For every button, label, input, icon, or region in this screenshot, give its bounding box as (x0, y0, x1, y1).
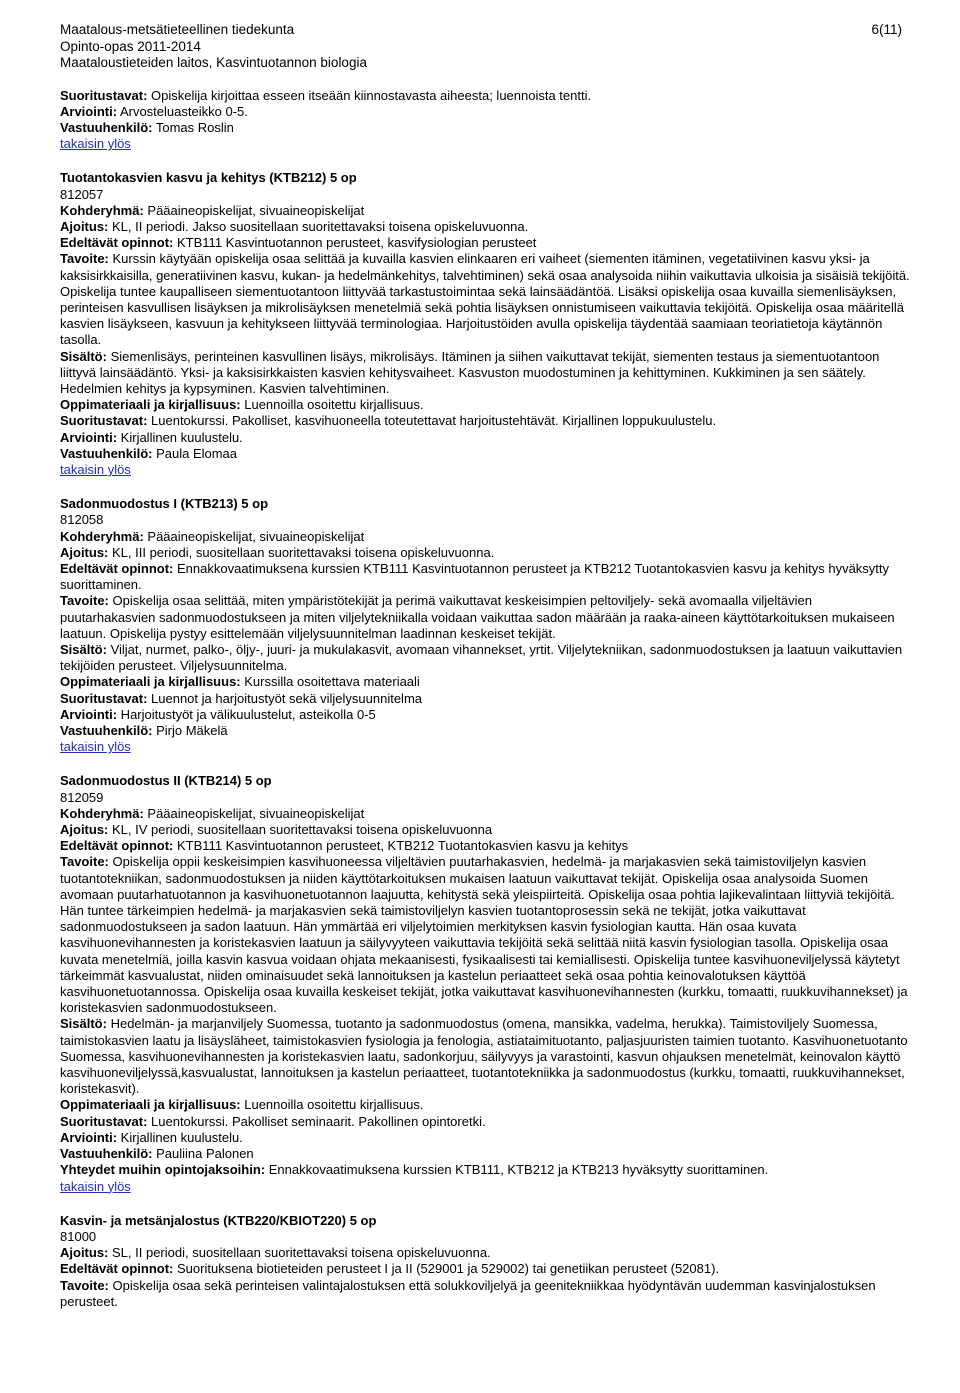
page-header (60, 22, 910, 72)
course-code: 812057 (60, 186, 104, 202)
course-title: Tuotantokasvien kasvu ja kehitys (KTB212) 5 op (60, 170, 357, 186)
field-vastuuhenkilo: Vastuuhenkilö: Tomas Roslin (60, 119, 234, 135)
field-sisalto: Sisältö: Viljat, nurmet, palko-, öljy-, juuri- ja mukulakasvit, avomaan vihannekset, yrtit. Viljelytekniikan, sadonmuodostuksen ja laatuun vaikuttavien tekijöiden perusteet. Viljelysuunnitelma. (60, 642, 903, 674)
course-ktb213 (60, 496, 910, 755)
course-code: 81000 (60, 1228, 97, 1244)
field-tavoite: Tavoite: Opiskelija osaa selittää, miten ympäristötekijät ja perimä vaikuttavat keskeisimpien peltoviljely- sekä avomaalla viljeltävien puutarhakasvien sadonmuodostukseen ja miten viljelytekniikalla voidaan vaikuttaa sadon määrään ja raaka-aineen käyttötarkoituksen mukaiseen laatuun. Opiskelija pystyy esittelemään viljelysuunnitelman laadinnan keskeiset tekijät. (60, 593, 895, 641)
field-ajoitus: Ajoitus: KL, III periodi, suositellaan suoritettavaksi toisena opiskeluvuonna. (60, 544, 495, 560)
field-ajoitus: Ajoitus: SL, II periodi, suositellaan suoritettavaksi toisena opiskeluvuonna. (60, 1245, 491, 1261)
field-oppimateriaali: Oppimateriaali ja kirjallisuus: Kurssilla osoitettava materiaali (60, 674, 420, 690)
course-ktb212 (60, 170, 910, 478)
back-to-top-link[interactable]: takaisin ylös (60, 136, 131, 152)
field-ajoitus: Ajoitus: KL, IV periodi, suositellaan suoritettavaksi toisena opiskeluvuonna (60, 822, 493, 838)
course-title: Sadonmuodostus I (KTB213) 5 op (60, 496, 269, 512)
field-arviointi: Arviointi: Arvosteluasteikko 0-5. (60, 103, 248, 119)
faculty-name: Maatalous-metsätieteellinen tiedekunta (60, 22, 295, 37)
field-ajoitus: Ajoitus: KL, II periodi. Jakso suositellaan suoritettavaksi toisena opiskeluvuonna. (60, 218, 529, 234)
course-code: 812059 (60, 789, 104, 805)
course-ktb220 (60, 1213, 910, 1310)
back-to-top-link[interactable]: takaisin ylös (60, 1178, 131, 1194)
back-to-top-link[interactable]: takaisin ylös (60, 461, 131, 477)
study-guide-title: Opinto-opas 2011-2014 (60, 38, 201, 54)
field-tavoite: Tavoite: Opiskelija oppii keskeisimpien kasvihuoneessa viljeltävien puutarhakasvien, hedelmä- ja marjakasvien sekä taimistoviljelyn kasvien tuotantotekniikan, sadonmuodostuksen ja niiden käyttötarkoituksen mukaisen laatuun vaikuttavat tekijät. Opiskelija osaa analysoida Suomen avomaan puutarhatuotannon ja kasvihuonetuotannon laajuutta, kehitystä sekä yleispiirteitä. Opiskelija osaa pohtia lajikevalintaan liittyviä tekijöitä. Hän tuntee tärkeimpien hedelmä- ja marjakasvien sekä taimistoviljelyn kasvien tuotantoprosessin sekä ne tekijät, jotka vaikuttavat sadonmuodostukseen ja sadon laatuun. Hän ymmärtää eri viljelytoimien merkityksen kasvin fysiologian kautta. Hän osaa kuvata kasvihuonevihannesten ja koristekasvien laatuun ja säilyvyyteen vaikuttavia tekijöitä sekä selittää niitä kasvin fysiologian tasolla. Opiskelija osaa kuvata menetelmiä, joilla kasvin kasvua voidaan ohjata mekaanisesti, fysikaalisesti tai kemiallisesti. Opiskelija tuntee kasvihuoneviljelyssä käytetyt tärkeimmät kasvualustat, niiden ominaisuudet sekä lannoituksen ja kastelun periaatteet sekä osaa pohtia keinovalotuksen käyttöä kasvihuonetuotannossa. Opiskelija osaa kuvailla keskeiset tekijät, jotka vaikuttavat kasvihuonevihannesten (kurkku, tomaatti, ruukkuvihannekset) ja koristekasvien sadonmuodostukseen. (60, 854, 908, 1016)
field-yhteydet: Yhteydet muihin opintojaksoihin: Ennakkovaatimuksena kurssien KTB111, KTB212 ja KTB213 hyväksytty suorittaminen. (60, 1162, 769, 1178)
document-page (60, 22, 910, 1310)
field-vastuuhenkilo: Vastuuhenkilö: Pauliina Palonen (60, 1146, 254, 1162)
page-number: 6(11) (871, 22, 902, 37)
field-kohderyhma: Kohderyhmä: Pääaineopiskelijat, sivuaineopiskelijat (60, 805, 365, 821)
field-edeltavat: Edeltävät opinnot: KTB111 Kasvintuotannon perusteet, KTB212 Tuotantokasvien kasvu ja kehitys (60, 838, 629, 854)
field-arviointi: Arviointi: Kirjallinen kuulustelu. (60, 429, 243, 445)
field-suoritustavat: Suoritustavat: Luentokurssi. Pakolliset seminaarit. Pakollinen opintoretki. (60, 1113, 486, 1129)
previous-course-tail (60, 88, 910, 153)
department-name: Maataloustieteiden laitos, Kasvintuotannon biologia (60, 55, 367, 70)
field-oppimateriaali: Oppimateriaali ja kirjallisuus: Luennoilla osoitettu kirjallisuus. (60, 1097, 424, 1113)
field-vastuuhenkilo: Vastuuhenkilö: Pirjo Mäkelä (60, 723, 228, 739)
field-tavoite: Tavoite: Kurssin käytyään opiskelija osaa selittää ja kuvailla kasvien elinkaaren eri vaiheet (siementen itäminen, vegetatiivinen kasvu yksi- ja kaksisirkkaisilla, generatiivinen kasvu, kukan- ja hedelmänkehitys, talvehtiminen) sekä osaa analysoida niihin vaikuttavia ulkoisia ja sisäisiä tekijöitä. Opiskelija tuntee kaupalliseen siementuotantoon liittyvää tarkastustoimintaa sekä lainsäädäntöä. Lisäksi opiskelija osaa kuvailla siemenlisäyksen, perinteisen kasvullisen lisäyksen ja mikrolisäyksen menetelmiä sekä pohtia lisäyksen onnistumiseen vaikuttavia tekijöitä. Opiskelija osaa määritellä kasvien lisäykseen, kasvuun ja kehitykseen liittyvää terminologiaa. Harjoitustöiden avulla opiskelija täydentää saamiaan teoriatietoja käytännön tasolla. (60, 251, 910, 348)
field-suoritustavat: Suoritustavat: Luentokurssi. Pakolliset, kasvihuoneella toteutettavat harjoitustehtävät. Kirjallinen loppukuulustelu. (60, 413, 717, 429)
field-kohderyhma: Kohderyhmä: Pääaineopiskelijat, sivuaineopiskelijat (60, 202, 365, 218)
back-to-top-link[interactable]: takaisin ylös (60, 739, 131, 755)
field-suoritustavat: Suoritustavat: Luennot ja harjoitustyöt sekä viljelysuunnitelma (60, 690, 423, 706)
field-kohderyhma: Kohderyhmä: Pääaineopiskelijat, sivuaineopiskelijat (60, 528, 365, 544)
field-arviointi: Arviointi: Harjoitustyöt ja välikuulustelut, asteikolla 0-5 (60, 706, 376, 722)
field-arviointi: Arviointi: Kirjallinen kuulustelu. (60, 1129, 243, 1145)
field-tavoite: Tavoite: Opiskelija osaa sekä perinteisen valintajalostuksen että solukkoviljelyä ja geenitekniikkaa hyödyntävän uudemman kasvinjalostuksen perusteet. (60, 1277, 876, 1309)
field-edeltavat: Edeltävät opinnot: KTB111 Kasvintuotannon perusteet, kasvifysiologian perusteet (60, 235, 537, 251)
field-edeltavat: Edeltävät opinnot: Ennakkovaatimuksena kurssien KTB111 Kasvintuotannon perusteet ja KTB212 Tuotantokasvien kasvu ja kehitys hyväksytty suorittaminen. (60, 560, 890, 593)
course-title: Kasvin- ja metsänjalostus (KTB220/KBIOT220) 5 op (60, 1212, 377, 1228)
field-suoritustavat: Suoritustavat: Opiskelija kirjoittaa esseen itseään kiinnostavasta aiheesta; luennoista tentti. (60, 87, 592, 103)
course-ktb214 (60, 773, 910, 1194)
field-oppimateriaali: Oppimateriaali ja kirjallisuus: Luennoilla osoitettu kirjallisuus. (60, 397, 424, 413)
course-code: 812058 (60, 512, 104, 528)
field-vastuuhenkilo: Vastuuhenkilö: Paula Elomaa (60, 445, 238, 461)
course-title: Sadonmuodostus II (KTB214) 5 op (60, 773, 272, 789)
field-sisalto: Sisältö: Siemenlisäys, perinteinen kasvullinen lisäys, mikrolisäys. Itäminen ja siihen vaikuttavat tekijät, siementen testaus ja siementuotantoon liittyvä lainsäädäntö. Yksi- ja kaksisirkkaisten kasvien kehitysvaiheet. Kasvuston muodostuminen ja kehittyminen. Kukkiminen ja sen säätely. Hedelmien kehitys ja kypsyminen. Kasvien talvehtiminen. (60, 348, 880, 396)
field-sisalto: Sisältö: Hedelmän- ja marjanviljely Suomessa, tuotanto ja sadonmuodostus (omena, mansikka, vadelma, herukka). Taimistoviljely Suomessa, taimistokasvien laatu ja lisäysläheet, taimistokasvien fysiologia ja fenologia, astiataimituotanto, paljasjuuristen taimien tuotanto. Kasvihuonetuotanto Suomessa, kasvihuonevihannesten ja koristekasvien laatu, sadonkorjuu, säilyvyys ja varastointi, kasvun ohjauksen menetelmät, keinovalon käyttö kasvihuoneviljelyssä,kasvualustat, lannoituksen ja kastelun periaatteet, tuotantotekniikka ja sadonmuodostus (kurkku, tomaatti, ruukkuvihannekset, koristekasvit). (60, 1016, 908, 1097)
field-edeltavat: Edeltävät opinnot: Suorituksena biotieteiden perusteet I ja II (529001 ja 529002) tai genetiikan perusteet (52081). (60, 1261, 720, 1277)
